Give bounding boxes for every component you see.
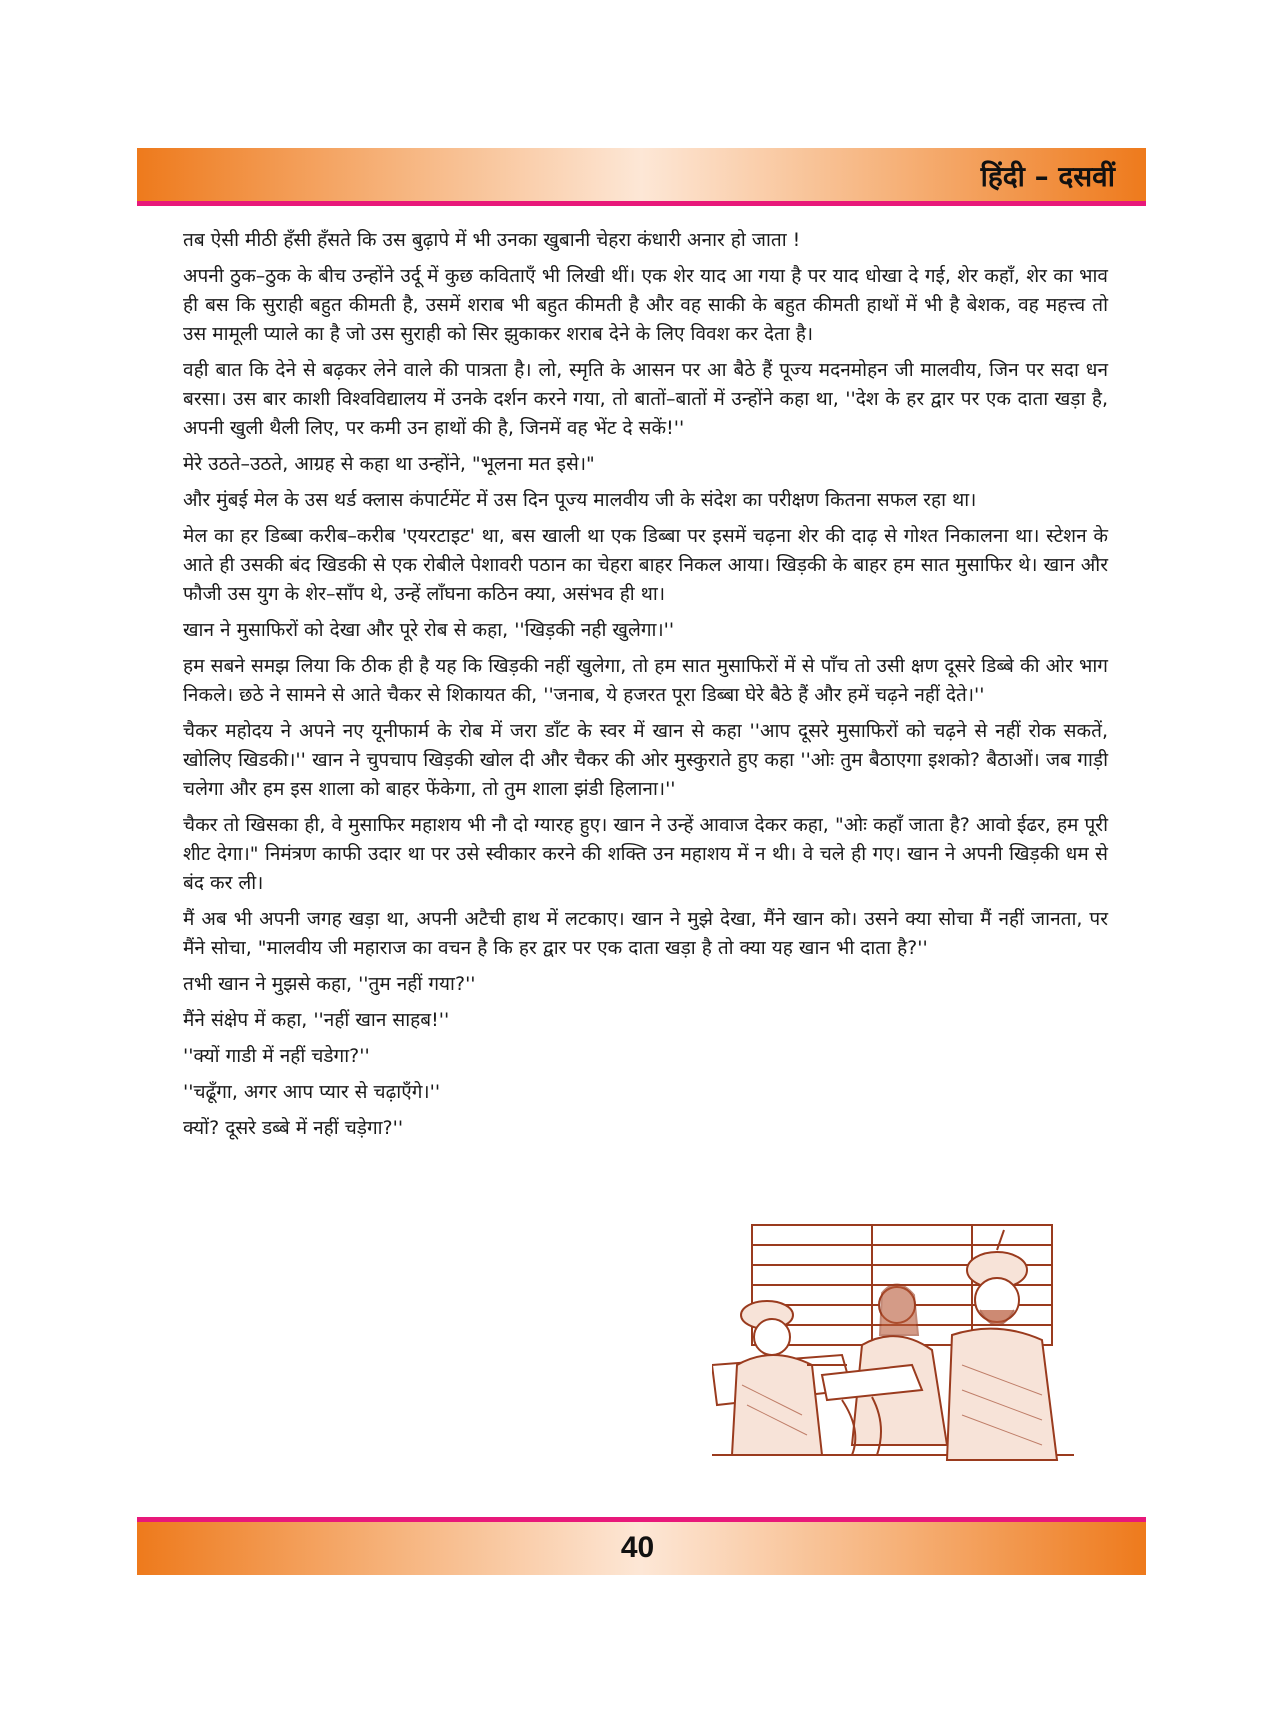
paragraph: हम सबने समझ लिया कि ठीक ही है यह कि खिड़की नहीं खुलेगा, तो हम सात मुसाफिरों में से पाँच तो उसी क्षण दूसरे डिब्बे की ओर भाग निकले। छठे ने सामने से आते चैकर से शिकायत की, ''जनाब, ये हजरत पूरा डिब्बा घेरे बैठे हैं और हमें चढ़ने नहीं देते।'' [183, 655, 1108, 706]
page-number: 40 [620, 1531, 655, 1564]
dialogue-line: ''चढूँगा, अगर आप प्यार से चढ़ाएँगे।'' [183, 1081, 441, 1103]
paragraph: मैं अब भी अपनी जगह खड़ा था, अपनी अटैची हाथ में लटकाए। खान ने मुझे देखा, मैंने खान को। उसने क्या सोचा मैं नहीं जानता, पर मैंने सोचा, "मालवीय जी महाराज का वचन है कि हर द्वार पर एक दाता खड़ा है तो क्या यह खान भी दाता है?'' [183, 908, 1108, 959]
paragraph: अपनी ठुक–ठुक के बीच उन्होंने उर्दू में कुछ कविताएँ भी लिखी थीं। एक शेर याद आ गया है पर याद धोखा दे गई, शेर कहाँ, शेर का भाव ही बस कि सुराही बहुत कीमती है, उसमें शराब भी बहुत कीमती है और वह साकी के बहुत कीमती हाथों में भी है बेशक, वह महत्त्व तो उस मामूली प्याले का है जो उस सुराही को सिर झुकाकर शराब देने के लिए विवश कर देता है। [183, 265, 1108, 345]
text-body [183, 226, 1108, 1150]
dialogue-line: मैंने संक्षेप में कहा, ''नहीं खान साहब!'' [183, 1009, 450, 1031]
dialogue-line: तभी खान ने मुझसे कहा, ''तुम नहीं गया?'' [183, 973, 476, 995]
paragraph: चैकर तो खिसका ही, वे मुसाफिर महाशय भी नौ दो ग्यारह हुए। खान ने उन्हें आवाज देकर कहा, "ओः कहाँ जाता है? आवो ईढर, हम पूरी शीट देगा।" निमंत्रण काफी उदार था पर उसे स्वीकार करने की शक्ति उन महाशय में न थी। वे चले ही गए। खान ने अपनी खिड़की धम से बंद कर ली। [183, 814, 1108, 894]
paragraph: चैकर महोदय ने अपने नए यूनीफार्म के रोब में जरा डाँट के स्वर में खान से कहा ''आप दूसरे मुसाफिरों को चढ़ने से नहीं रोक सकतें, खोलिए खिडकी।'' खान ने चुपचाप खिड़की खोल दी और चैकर की ओर मुस्कुराते हुए कहा ''ओः तुम बैठाएगा इशको? बैठाओं। जब गाड़ी चलेगा और हम इस शाला को बाहर फेंकेगा, तो तुम शाला झंडी हिलाना।'' [183, 720, 1108, 800]
paragraph: मेल का हर डिब्बा करीब–करीब 'एयरटाइट' था, बस खाली था एक डिब्बा पर इसमें चढ़ना शेर की दाढ़ से गोश्त निकालना था। स्टेशन के आते ही उसकी बंद खिडकी से एक रोबीले पेशावरी पठान का चेहरा बाहर निकल आया। खिड़की के बाहर हम सात मुसाफिर थे। खान और फौजी उस युग के शेर–साँप थे, उन्हें लाँघना कठिन क्या, असंभव ही था। [183, 525, 1108, 605]
dialogue-line: क्यों? दूसरे डब्बे में नहीं चड़ेगा?'' [183, 1117, 404, 1139]
header-divider [137, 201, 1146, 206]
paragraph: मेरे उठते–उठते, आग्रह से कहा था उन्होंने, "भूलना मत इसे।" [183, 453, 595, 475]
paragraph: तब ऐसी मीठी हँसी हँसते कि उस बुढ़ापे में भी उनका खुबानी चेहरा कंधारी अनार हो जाता ! [183, 229, 801, 251]
subject-title: हिंदी – दसवीं [980, 160, 1115, 193]
dialogue-line: ''क्यों गाडी में नहीं चडेगा?'' [183, 1045, 370, 1067]
paragraph: खान ने मुसाफिरों को देखा और पूरे रोब से कहा, ''खिड़की नही खुलेगा।'' [183, 619, 675, 641]
paragraph: वही बात कि देने से बढ़कर लेने वाले की पात्रता है। लो, स्मृति के आसन पर आ बैठे हैं पूज्य मदनमोहन जी मालवीय, जिन पर सदा धन बरसा। उस बार काशी विश्वविद्यालय में उनके दर्शन करने गया, तो बातों–बातों में उन्होंने कहा था, ''देश के हर द्वार पर एक दाता खड़ा है, अपनी खुली थैली लिए, पर कमी उन हाथों की है, जिनमें वह भेंट दे सकें!'' [183, 359, 1108, 439]
paragraph: और मुंबई मेल के उस थर्ड क्लास कंपार्टमेंट में उस दिन पूज्य मालवीय जी के संदेश का परीक्षण कितना सफल रहा था। [183, 489, 977, 511]
train-compartment-illustration [712, 1215, 1074, 1467]
